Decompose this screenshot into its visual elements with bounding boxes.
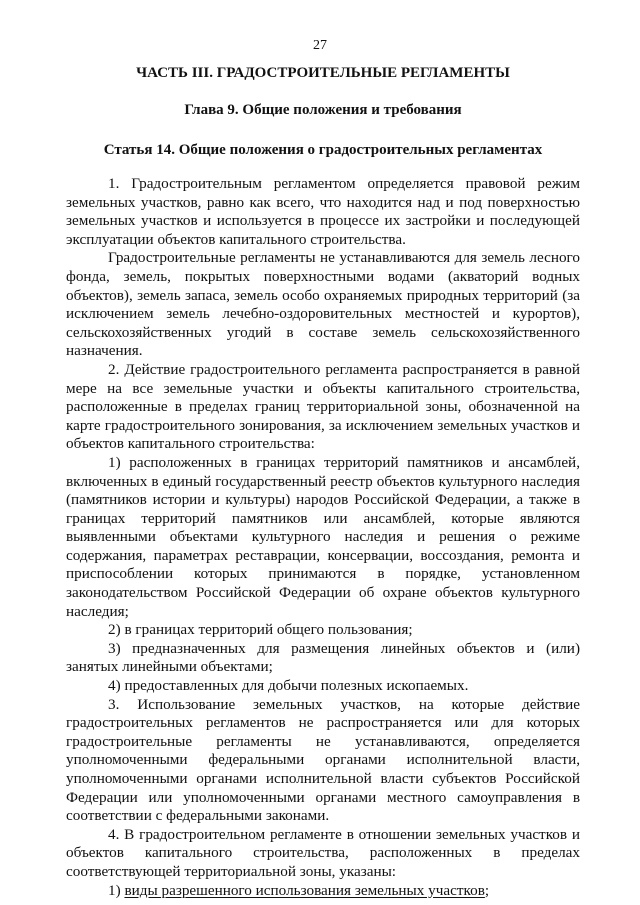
- document-body: [66, 175, 580, 900]
- article-title: Статья 14. Общие положения о градостроительных регламентах: [103, 142, 543, 158]
- list-item-4: 4) предоставленных для добычи полезных ископаемых.: [108, 677, 469, 695]
- permitted-use-suffix: ;: [484, 881, 490, 899]
- permitted-use-link-text: виды разрешенного использования земельных участков: [124, 881, 485, 899]
- page-number: 27: [313, 38, 327, 53]
- paragraph-5: 4. В градостроительном регламенте в отношении земельных участков и объектов капитального строительства, расположенных в пределах соответствующей территориальной зоны, указаны:: [66, 825, 580, 880]
- list-item-2: 2) в границах территорий общего пользования;: [108, 621, 413, 639]
- list-item-3: 3) предназначенных для размещения линейных объектов и (или) занятых линейными объектами;: [66, 639, 580, 676]
- part-title: ЧАСТЬ III. ГРАДОСТРОИТЕЛЬНЫЕ РЕГЛАМЕНТЫ: [136, 65, 510, 81]
- permitted-use-item: [66, 882, 580, 901]
- paragraph-1: 1. Градостроительным регламентом определяется правовой режим земельных участков, равно как всего, что находится над и под поверхностью земельных участков и используется в процессе их застройки и последующей эксплуатации объектов капитального строительства.: [66, 175, 580, 248]
- list-item-1: 1) расположенных в границах территорий памятников и ансамблей, включенных в единый государственный реестр объектов культурного наследия (памятников истории и культуры) народов Российской Федерации, а также в границах территорий памятников или ансамблей, которые являются выявленными объектами культурного наследия и решения о режиме содержания, параметрах реставрации, консервации, воссоздания, ремонта и приспособлении которых принимаются в порядке, установленном законодательством Российской Федерации об охране объектов культурного наследия;: [66, 453, 580, 620]
- paragraph-3: 2. Действие градостроительного регламента распространяется в равной мере на все земельные участки и объекты капитального строительства, расположенные в пределах границ территориальной зоны, обозначенной на карте градостроительного зонирования, за исключением земельных участков и объектов капитального строительства:: [66, 360, 580, 453]
- permitted-use-prefix: 1): [108, 881, 125, 899]
- paragraph-2: Градостроительные регламенты не устанавливаются для земель лесного фонда, земель, покрытых поверхностными водами (акваторий водных объектов), земель запаса, земель особо охраняемых природных территорий (за исключением земель лечебно-оздоровительных местностей и курортов), сельскохозяйственных угодий в составе земель сельскохозяйственного назначения.: [66, 249, 580, 360]
- paragraph-4: 3. Использование земельных участков, на которые действие градостроительных регламентов не распространяется или для которых градостроительные регламенты не устанавливаются, определяется уполномоченными федеральными органами исполнительной власти, уполномоченными органами исполнительной власти субъектов Российской Федерации или уполномоченными органами местного самоуправления в соответствии с федеральными законами.: [66, 695, 580, 825]
- chapter-title: Глава 9. Общие положения и требования: [184, 102, 462, 118]
